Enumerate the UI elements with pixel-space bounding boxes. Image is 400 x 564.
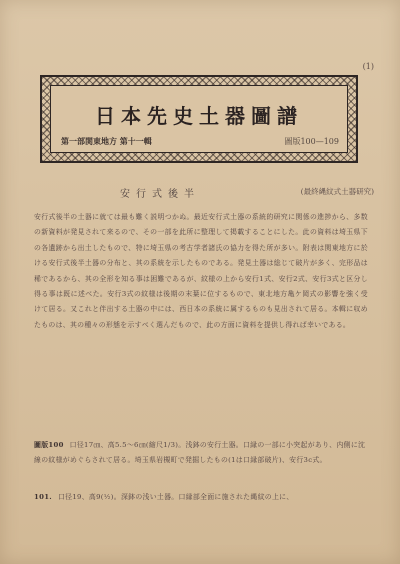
entry-number: 圖版100 — [34, 441, 64, 449]
page-number: (1) — [362, 62, 374, 71]
main-title: 日本先史土器圖譜 — [95, 104, 303, 128]
entry-text: 口径19、高9(½)。深鉢の浅い土器。口縁部全面に施された縄紋の上に、 — [57, 493, 294, 501]
section-title: 安行式後半 — [120, 189, 200, 200]
part-label: 第一部関東地方 第十一輯 — [61, 136, 152, 146]
subtitle-line — [61, 136, 339, 147]
section-note: (最終縄紋式土器研究) — [300, 187, 374, 196]
title-frame — [40, 75, 358, 163]
plate-range: 圖版100—109 — [284, 137, 339, 146]
body-paragraph: 安行式後半の土器に就ては最も難く説明つかぬ。最近安行式土器の系統的研究に関係の進捗から、多数の新資料が発見されて来るので、その一部を此所に整理して掲載することにした。此の資料は埼玉県下の各遺跡から出土したもので、特に埼玉県の考古学者諸氏の協力を得た所が多い。附表は関東地方に於ける安行式後半土器の分布と、其の系統を示したものである。発見土器は総じて破片が多く、完形品は稀であるから、其の全形を知る事は困難であるが、紋様の上から安行1式、安行2式、安行3式と区分し得る事は既に述べた。安行3式の紋様は後期の末葉に位するもので、東北地方亀ケ岡式の影響を強く受けて居る。又これと伴出する土器の中には、西日本の系統に属するものも見出されて居る。本輯に収めたものは、其の種々の形態を示すべく選んだもので、此の方面に資料を提供し得れば幸いである。 — [34, 213, 368, 329]
plate-entry-100 — [34, 438, 368, 469]
entry-number: 101. — [34, 493, 52, 501]
section-heading — [36, 185, 374, 199]
title-panel — [50, 85, 348, 153]
plate-entry-101 — [34, 490, 368, 505]
entry-text: 口径17㎝、高5.5〜6㎝(縮尺1/3)。浅鉢の安行土器。口縁の一部に小突起があり、内側に沈線の紋様がめぐらされて居る。埼玉県岩槻町で発掘したもの(1は口縁部破片)、安行3c式。 — [34, 441, 366, 465]
